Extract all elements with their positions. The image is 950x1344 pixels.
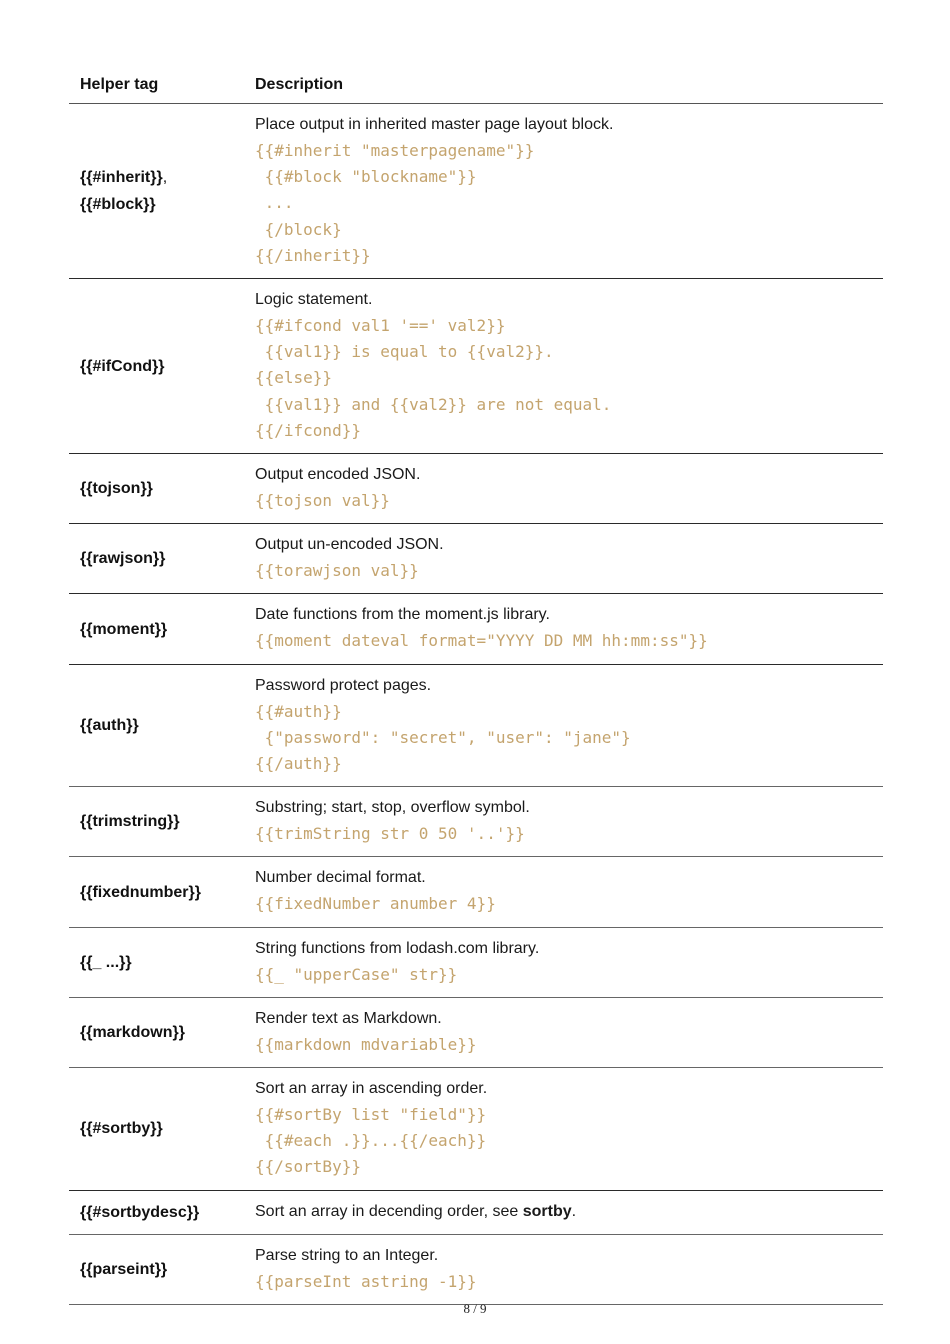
- helper-tag: {{#sortby}}: [80, 1120, 163, 1138]
- code-line: {{parseInt astring -1}}: [255, 1271, 477, 1291]
- description-cell: [255, 104, 883, 279]
- table-header-row: [69, 0, 883, 104]
- description-cell: [255, 1068, 883, 1191]
- table-row-sortbydesc: [69, 1190, 883, 1234]
- code-line: {{#auth}}: [255, 701, 342, 721]
- description-text-part: Sort an array in decending order, see: [255, 1202, 523, 1220]
- description-text: Logic statement.: [255, 291, 373, 309]
- code-line: {{#inherit "masterpagename"}}: [255, 141, 535, 160]
- code-line: {{/inherit}}: [255, 245, 371, 265]
- description-text: [255, 1199, 883, 1225]
- helper-tag: {{_ ...}}: [80, 953, 132, 971]
- helper-tag: {{#sortbydesc}}: [80, 1203, 200, 1221]
- helper-tag: {{auth}}: [80, 716, 139, 734]
- code-line: {{#block "blockname"}}: [255, 167, 477, 187]
- description-text: Substring; start, stop, overflow symbol.: [255, 799, 530, 817]
- table-row-ifcond: [69, 279, 883, 454]
- description-cell: [255, 1190, 883, 1234]
- code-line: {{/sortBy}}: [255, 1157, 361, 1177]
- sortby-reference: sortby: [522, 1202, 572, 1220]
- table-row-markdown: [69, 997, 883, 1067]
- helper-tag: {{trimstring}}: [80, 813, 180, 831]
- code-line: {{#each .}}...{{/each}}: [255, 1131, 487, 1151]
- code-line: {"password": "secret", "user": "jane"}: [255, 727, 631, 747]
- code-line: {{tojson val}}: [255, 491, 390, 511]
- helper-tag: {{fixednumber}}: [80, 883, 201, 901]
- description-cell: [255, 454, 883, 524]
- code-line: {/block}: [255, 219, 342, 239]
- helper-tag-cell: [69, 104, 255, 279]
- code-line: {{_ "upperCase" str}}: [255, 964, 458, 984]
- description-text-part: .: [571, 1202, 577, 1220]
- code-line: {{markdown mdvariable}}: [255, 1034, 477, 1054]
- tag-separator: ,: [162, 169, 168, 186]
- helper-tag: {{#inherit}}: [80, 169, 163, 186]
- description-cell: [255, 594, 883, 664]
- table-row-rawjson: [69, 524, 883, 594]
- code-line: {{else}}: [255, 368, 333, 388]
- table-row-tojson: [69, 454, 883, 524]
- description-text: Render text as Markdown.: [255, 1009, 442, 1027]
- table-row-lodash: [69, 927, 883, 997]
- description-text: String functions from lodash.com library.: [255, 939, 540, 957]
- description-text: Number decimal format.: [255, 869, 426, 887]
- code-line: {{/auth}}: [255, 754, 342, 774]
- description-text: Password protect pages.: [255, 676, 432, 694]
- code-line: {{/ifcond}}: [255, 420, 361, 440]
- helper-table: [69, 0, 883, 1305]
- header-description: Description: [255, 0, 883, 104]
- description-cell: [255, 857, 883, 927]
- helper-tag: {{rawjson}}: [80, 550, 166, 568]
- document-page: [69, 0, 883, 1305]
- page-number: 8 / 9: [463, 1301, 487, 1316]
- code-line: {{fixedNumber anumber 4}}: [255, 894, 496, 914]
- code-line: {{torawjson val}}: [255, 561, 419, 581]
- description-text: Place output in inherited master page layout block.: [255, 116, 614, 133]
- table-row-sortby: [69, 1068, 883, 1191]
- header-helper-tag: Helper tag: [69, 0, 255, 104]
- table-row-inherit: [69, 104, 883, 279]
- code-line: {{moment dateval format="YYYY DD MM hh:mm:ss"}}: [255, 631, 708, 651]
- helper-tag: {{parseint}}: [80, 1260, 168, 1278]
- table-row-trimstring: [69, 787, 883, 857]
- description-cell: [255, 524, 883, 594]
- table-row-moment: [69, 594, 883, 664]
- description-text: Date functions from the moment.js library.: [255, 606, 550, 624]
- code-line: {{val1}} is equal to {{val2}}.: [255, 342, 554, 362]
- helper-tag: {{markdown}}: [80, 1023, 185, 1041]
- table-row-fixednumber: [69, 857, 883, 927]
- description-cell: [255, 279, 883, 454]
- code-line: {{trimString str 0 50 '..'}}: [255, 824, 525, 844]
- description-cell: [255, 1234, 883, 1304]
- table-row-parseint: [69, 1234, 883, 1304]
- description-cell: [255, 787, 883, 857]
- code-line: {{#sortBy list "field"}}: [255, 1105, 487, 1125]
- helper-tag: {{moment}}: [80, 620, 168, 638]
- description-text: Parse string to an Integer.: [255, 1246, 439, 1264]
- description-text: Sort an array in ascending order.: [255, 1080, 488, 1098]
- helper-tag: {{#block}}: [80, 196, 156, 213]
- helper-tag: {{#ifCond}}: [80, 357, 165, 375]
- table-row-auth: [69, 664, 883, 787]
- code-line: ...: [255, 193, 294, 213]
- helper-tag: {{tojson}}: [80, 480, 153, 498]
- description-cell: [255, 997, 883, 1067]
- description-cell: [255, 927, 883, 997]
- description-cell: [255, 664, 883, 787]
- description-text: Output un-encoded JSON.: [255, 536, 444, 554]
- description-text: Output encoded JSON.: [255, 466, 421, 484]
- code-line: {{val1}} and {{val2}} are not equal.: [255, 394, 612, 414]
- code-line: {{#ifcond val1 '==' val2}}: [255, 316, 506, 336]
